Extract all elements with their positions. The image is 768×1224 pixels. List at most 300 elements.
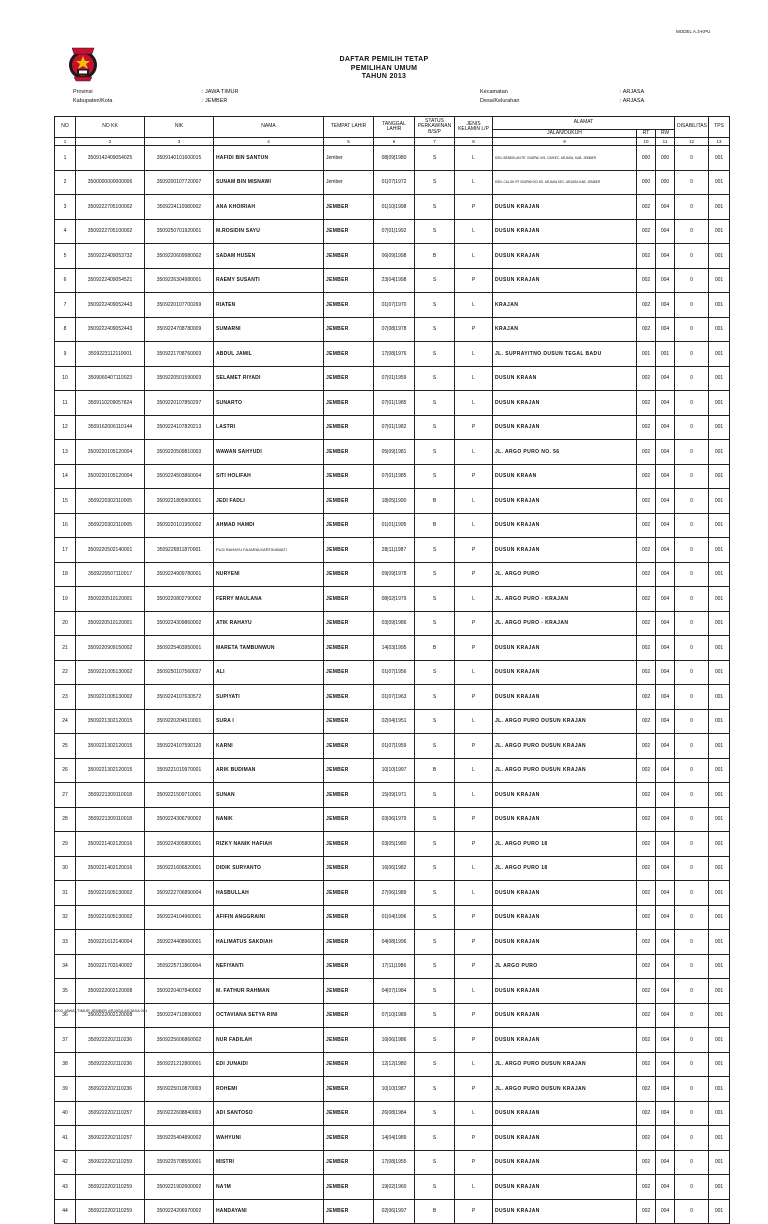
- header-rt: RT: [637, 130, 656, 138]
- cell-tanggal-lahir: 26|08|1984: [374, 1101, 415, 1126]
- cell-no: 17: [55, 538, 76, 563]
- cell-nama: AFIFIN ANGGRAINI: [214, 905, 324, 930]
- region-values-right: [620, 88, 644, 105]
- cell-rt: 002: [637, 268, 656, 293]
- cell-jalan: DUSUN KRAJAN: [493, 979, 637, 1004]
- cell-tanggal-lahir: 28|11|1987: [374, 538, 415, 563]
- cell-jenis-kelamin: P: [455, 685, 493, 710]
- cell-rw: 004: [656, 1101, 675, 1126]
- cell-jalan: JL. ARGO PURO DUSUN KRAJAN: [493, 758, 637, 783]
- cell-jalan: DUSUN KRAJAN: [493, 685, 637, 710]
- table-row: [55, 783, 730, 808]
- cell-no: 27: [55, 783, 76, 808]
- cell-disabilitas: 0: [675, 587, 709, 612]
- cell-rt: 002: [637, 905, 656, 930]
- cell-nik: 3509225708550001: [145, 1150, 214, 1175]
- cell-rw: 004: [656, 1150, 675, 1175]
- cell-jalan: JL. ARGO PURO NO. 56: [493, 440, 637, 465]
- cell-rt: 002: [637, 979, 656, 1004]
- cell-tanggal-lahir: 03|06|1979: [374, 807, 415, 832]
- cell-rw: 004: [656, 538, 675, 563]
- table-row: [55, 1077, 730, 1102]
- cell-tempat-lahir: JEMBER: [324, 709, 374, 734]
- table-row: [55, 146, 730, 171]
- cell-no: 38: [55, 1052, 76, 1077]
- cell-rw: 004: [656, 440, 675, 465]
- cell-jenis-kelamin: L: [455, 146, 493, 171]
- voter-rows: [55, 146, 730, 1224]
- cell-rt: 002: [637, 587, 656, 612]
- cell-no: 42: [55, 1150, 76, 1175]
- cell-no: 30: [55, 856, 76, 881]
- cell-jalan: DUSUN KRAJAN: [493, 219, 637, 244]
- cell-disabilitas: 0: [675, 195, 709, 220]
- table-row: [55, 905, 730, 930]
- cell-jenis-kelamin: P: [455, 611, 493, 636]
- cell-tempat-lahir: JEMBER: [324, 954, 374, 979]
- cell-tps: 001: [709, 1126, 730, 1151]
- cell-tps: 001: [709, 611, 730, 636]
- table-row: [55, 758, 730, 783]
- cell-disabilitas: 0: [675, 709, 709, 734]
- cell-tempat-lahir: Jember: [324, 146, 374, 171]
- cell-tps: 001: [709, 881, 730, 906]
- cell-no-kk: 3509220909150002: [76, 636, 145, 661]
- cell-tanggal-lahir: 07|01|1982: [374, 415, 415, 440]
- cell-disabilitas: 0: [675, 734, 709, 759]
- cell-status: S: [415, 1003, 455, 1028]
- cell-status: S: [415, 268, 455, 293]
- cell-disabilitas: 0: [675, 979, 709, 1004]
- cell-jenis-kelamin: L: [455, 856, 493, 881]
- cell-status: B: [415, 1199, 455, 1224]
- cell-rt: 002: [637, 440, 656, 465]
- cell-tps: 001: [709, 1199, 730, 1224]
- cell-no: 33: [55, 930, 76, 955]
- cell-rt: 002: [637, 244, 656, 269]
- cell-nama: ROHEMI: [214, 1077, 324, 1102]
- cell-no: 3: [55, 195, 76, 220]
- cell-status: S: [415, 195, 455, 220]
- table-row: [55, 930, 730, 955]
- cell-tempat-lahir: JEMBER: [324, 1003, 374, 1028]
- cell-tempat-lahir: JEMBER: [324, 440, 374, 465]
- cell-jenis-kelamin: L: [455, 979, 493, 1004]
- cell-no-kk: 3509220507110017: [76, 562, 145, 587]
- cell-tps: 001: [709, 513, 730, 538]
- cell-tanggal-lahir: 18|05|1990: [374, 489, 415, 514]
- table-row: [55, 391, 730, 416]
- cell-disabilitas: 0: [675, 146, 709, 171]
- cell-jenis-kelamin: P: [455, 1077, 493, 1102]
- cell-jenis-kelamin: L: [455, 783, 493, 808]
- cell-no: 4: [55, 219, 76, 244]
- cell-tps: 001: [709, 1028, 730, 1053]
- cell-disabilitas: 0: [675, 293, 709, 318]
- cell-rt: 002: [637, 562, 656, 587]
- cell-tps: 001: [709, 660, 730, 685]
- cell-disabilitas: 0: [675, 611, 709, 636]
- table-row: [55, 1126, 730, 1151]
- cell-jalan: DUSUN KRAJAN: [493, 268, 637, 293]
- cell-tanggal-lahir: 17|08|1976: [374, 342, 415, 367]
- cell-tanggal-lahir: 03|05|1980: [374, 832, 415, 857]
- table-row: [55, 636, 730, 661]
- cell-disabilitas: 0: [675, 464, 709, 489]
- cell-no: 10: [55, 366, 76, 391]
- cell-rw: 004: [656, 807, 675, 832]
- cell-no: 24: [55, 709, 76, 734]
- cell-rw: 004: [656, 660, 675, 685]
- cell-nik: 3509225010870003: [145, 1077, 214, 1102]
- cell-no: 12: [55, 415, 76, 440]
- cell-jenis-kelamin: P: [455, 905, 493, 930]
- cell-no-kk: 3509220105120004: [76, 464, 145, 489]
- cell-rw: 004: [656, 611, 675, 636]
- cell-rt: 002: [637, 219, 656, 244]
- table-row: [55, 415, 730, 440]
- cell-jalan: JL. ARGO PURO DUSUN KRAJAN: [493, 734, 637, 759]
- footer-code: 6203 JAWA_TIMUR JEMBER ARJASA ARJASA 001: [54, 1008, 148, 1013]
- cell-nama: LASTRI: [214, 415, 324, 440]
- cell-nama: FERRY MAULANA: [214, 587, 324, 612]
- table-row: [55, 807, 730, 832]
- cell-status: S: [415, 611, 455, 636]
- cell-rw: 004: [656, 636, 675, 661]
- cell-tanggal-lahir: 12|12|1980: [374, 1052, 415, 1077]
- cell-no-kk: 3509222202110257: [76, 1101, 145, 1126]
- cell-status: S: [415, 538, 455, 563]
- cell-nik: 3509224408960001: [145, 930, 214, 955]
- cell-rt: 002: [637, 930, 656, 955]
- cell-tempat-lahir: JEMBER: [324, 513, 374, 538]
- cell-nik: 3509224110980002: [145, 195, 214, 220]
- cell-tempat-lahir: JEMBER: [324, 685, 374, 710]
- cell-jenis-kelamin: L: [455, 244, 493, 269]
- cell-nik: 3509221606820001: [145, 856, 214, 881]
- cell-nama: HALIMATUS SAKDIAH: [214, 930, 324, 955]
- cell-no-kk: 3509222202110257: [76, 1126, 145, 1151]
- cell-disabilitas: 0: [675, 268, 709, 293]
- table-row: [55, 611, 730, 636]
- cell-no-kk: 3509221309110018: [76, 783, 145, 808]
- cell-tps: 001: [709, 538, 730, 563]
- cell-tanggal-lahir: 01|04|1996: [374, 905, 415, 930]
- cell-rw: 004: [656, 391, 675, 416]
- cell-rw: 004: [656, 1126, 675, 1151]
- cell-tps: 001: [709, 709, 730, 734]
- cell-tempat-lahir: JEMBER: [324, 489, 374, 514]
- cell-tempat-lahir: Jember: [324, 170, 374, 195]
- cell-nik: 3509225606860002: [145, 1028, 214, 1053]
- cell-jalan: DUSUN KRAAN: [493, 366, 637, 391]
- cell-nama: MISTRI: [214, 1150, 324, 1175]
- cell-no: 19: [55, 587, 76, 612]
- cell-status: S: [415, 1175, 455, 1200]
- table-row: [55, 734, 730, 759]
- cell-tps: 001: [709, 783, 730, 808]
- cell-rw: 001: [656, 342, 675, 367]
- cell-jenis-kelamin: P: [455, 562, 493, 587]
- header-tanggal-lahir: TANGGAL LAHIR: [374, 117, 415, 138]
- cell-disabilitas: 0: [675, 538, 709, 563]
- cell-jenis-kelamin: P: [455, 636, 493, 661]
- cell-nik: 3509220509810003: [145, 440, 214, 465]
- cell-no-kk: 3509222409052443: [76, 317, 145, 342]
- cell-tempat-lahir: JEMBER: [324, 1126, 374, 1151]
- cell-tps: 001: [709, 1003, 730, 1028]
- cell-rt: 002: [637, 513, 656, 538]
- cell-nama: M.ROSIDIN SAYU: [214, 219, 324, 244]
- column-number: 12: [675, 138, 709, 146]
- cell-rw: 004: [656, 1052, 675, 1077]
- cell-jenis-kelamin: P: [455, 930, 493, 955]
- cell-rw: 004: [656, 881, 675, 906]
- cell-disabilitas: 0: [675, 1126, 709, 1151]
- cell-jalan: DUSUN KRAAN: [493, 464, 637, 489]
- cell-jenis-kelamin: L: [455, 489, 493, 514]
- cell-jalan: DUSUN KRAJAN: [493, 244, 637, 269]
- cell-rt: 002: [637, 538, 656, 563]
- cell-no: 14: [55, 464, 76, 489]
- cell-nama: RAEMY SUSANTI: [214, 268, 324, 293]
- cell-rw: 004: [656, 1175, 675, 1200]
- cell-tanggal-lahir: 09|09|1978: [374, 562, 415, 587]
- cell-rw: 004: [656, 832, 675, 857]
- cell-no-kk: 3509222002120008: [76, 979, 145, 1004]
- cell-no-kk: 3509220105120004: [76, 440, 145, 465]
- cell-no-kk: 3509221612140004: [76, 930, 145, 955]
- cell-status: S: [415, 464, 455, 489]
- cell-no-kk: 3509221402120016: [76, 856, 145, 881]
- cell-tps: 001: [709, 856, 730, 881]
- cell-nama: ANA KHOIRIAH: [214, 195, 324, 220]
- table-row: [55, 440, 730, 465]
- cell-tps: 001: [709, 930, 730, 955]
- cell-jenis-kelamin: L: [455, 342, 493, 367]
- cell-status: B: [415, 758, 455, 783]
- cell-jalan: JL. ARGO PURO 18: [493, 856, 637, 881]
- column-number: 2: [76, 138, 145, 146]
- cell-rw: 004: [656, 954, 675, 979]
- desa-value: : ARJASA: [620, 97, 645, 104]
- cell-nama: NA'IM: [214, 1175, 324, 1200]
- cell-rw: 004: [656, 930, 675, 955]
- cell-nik: 3509224909780001: [145, 562, 214, 587]
- cell-status: S: [415, 170, 455, 195]
- cell-status: S: [415, 1150, 455, 1175]
- cell-no: 2: [55, 170, 76, 195]
- cell-jalan: DSN. BENDELAN RT. 003/RW. 001, DS/KEC. ARJASA, KAB. JEMBER: [493, 146, 637, 171]
- cell-rw: 004: [656, 1077, 675, 1102]
- cell-jalan: DUSUN KRAJAN: [493, 807, 637, 832]
- cell-rw: 000: [656, 170, 675, 195]
- cell-jenis-kelamin: L: [455, 660, 493, 685]
- cell-nik: 3509140101600015: [145, 146, 214, 171]
- kabupaten-value: : JEMBER: [202, 97, 228, 104]
- cell-tempat-lahir: JEMBER: [324, 538, 374, 563]
- cell-rt: 002: [637, 709, 656, 734]
- kpu-emblem-icon: [66, 44, 100, 84]
- cell-no: 21: [55, 636, 76, 661]
- cell-tanggal-lahir: 07|08|1978: [374, 317, 415, 342]
- cell-no-kk: 3509222202110236: [76, 1028, 145, 1053]
- cell-nik: 3509224107590120: [145, 734, 214, 759]
- cell-tempat-lahir: JEMBER: [324, 636, 374, 661]
- header-alamat: ALAMAT: [493, 117, 675, 130]
- cell-no-kk: 3509222002120008: [76, 1003, 145, 1028]
- cell-tanggal-lahir: 08|09|1980: [374, 146, 415, 171]
- cell-nik: 3509222608840003: [145, 1101, 214, 1126]
- cell-disabilitas: 0: [675, 342, 709, 367]
- cell-nama: ABDUL JAMIL: [214, 342, 324, 367]
- cell-nama: M. FATHUR RAHMAN: [214, 979, 324, 1004]
- cell-nama: SUNAN: [214, 783, 324, 808]
- cell-tanggal-lahir: 07|10|1989: [374, 1003, 415, 1028]
- cell-no-kk: 3509222409053732: [76, 244, 145, 269]
- cell-tanggal-lahir: 10|10|1987: [374, 1077, 415, 1102]
- cell-rt: 002: [637, 881, 656, 906]
- table-row: [55, 1101, 730, 1126]
- header-tempat-lahir: TEMPAT LAHIR: [324, 117, 374, 138]
- cell-no: 35: [55, 979, 76, 1004]
- cell-jalan: DUSUN KRAJAN: [493, 905, 637, 930]
- cell-nama: JEDI FADLI: [214, 489, 324, 514]
- cell-jenis-kelamin: P: [455, 195, 493, 220]
- cell-nama: SUNAM BIN MISNAWI: [214, 170, 324, 195]
- cell-no-kk: 3509221402120016: [76, 832, 145, 857]
- header-jalan-dukuh: JALAN/DUKUH: [493, 130, 637, 138]
- cell-jenis-kelamin: L: [455, 587, 493, 612]
- provinsi-value: : JAWA TIMUR: [202, 89, 239, 95]
- cell-tps: 001: [709, 219, 730, 244]
- cell-nama: MARETA TAMBUNWUN: [214, 636, 324, 661]
- table-row: [55, 587, 730, 612]
- cell-status: S: [415, 1101, 455, 1126]
- cell-jenis-kelamin: L: [455, 293, 493, 318]
- cell-jalan: DUSUN KRAJAN: [493, 538, 637, 563]
- cell-rt: 002: [637, 415, 656, 440]
- cell-status: S: [415, 219, 455, 244]
- cell-tps: 001: [709, 195, 730, 220]
- table-row: [55, 489, 730, 514]
- cell-disabilitas: 0: [675, 1150, 709, 1175]
- cell-rw: 004: [656, 317, 675, 342]
- cell-status: S: [415, 1126, 455, 1151]
- cell-tanggal-lahir: 07|01|1992: [374, 219, 415, 244]
- cell-tempat-lahir: JEMBER: [324, 783, 374, 808]
- cell-disabilitas: 0: [675, 881, 709, 906]
- cell-nama: DIDIK SURYANTO: [214, 856, 324, 881]
- table-row: [55, 856, 730, 881]
- cell-jalan: DUSUN KRAJAN: [493, 489, 637, 514]
- cell-no-kk: 3509222409052443: [76, 293, 145, 318]
- cell-disabilitas: 0: [675, 489, 709, 514]
- cell-status: S: [415, 807, 455, 832]
- cell-tanggal-lahir: 14|04|1989: [374, 1126, 415, 1151]
- table-row: [55, 709, 730, 734]
- header-status-perkawinan: STATUS PERKAWINAN B/S/P: [415, 117, 455, 138]
- cell-nik: 3509221805900001: [145, 489, 214, 514]
- cell-nama: SADAM HUSEN: [214, 244, 324, 269]
- column-number: 5: [324, 138, 374, 146]
- cell-disabilitas: 0: [675, 415, 709, 440]
- cell-status: B: [415, 244, 455, 269]
- cell-tps: 001: [709, 415, 730, 440]
- cell-tanggal-lahir: 02|06|1997: [374, 1199, 415, 1224]
- cell-tempat-lahir: JEMBER: [324, 244, 374, 269]
- cell-jenis-kelamin: L: [455, 391, 493, 416]
- cell-tps: 001: [709, 1175, 730, 1200]
- cell-tps: 001: [709, 758, 730, 783]
- column-number: 4: [214, 138, 324, 146]
- cell-rt: 002: [637, 293, 656, 318]
- cell-rt: 002: [637, 611, 656, 636]
- cell-tanggal-lahir: 07|01|1985: [374, 391, 415, 416]
- cell-status: S: [415, 954, 455, 979]
- cell-disabilitas: 0: [675, 783, 709, 808]
- cell-no-kk: 3509221302120015: [76, 709, 145, 734]
- title-line: DAFTAR PEMILIH TETAP: [339, 56, 429, 63]
- cell-rt: 002: [637, 1175, 656, 1200]
- cell-no-kk: 3509222705100002: [76, 195, 145, 220]
- cell-jalan: JL. ARGO PURO DUSUN KRAJAN: [493, 1052, 637, 1077]
- cell-nik: 3509224206970002: [145, 1199, 214, 1224]
- cell-no: 18: [55, 562, 76, 587]
- cell-jenis-kelamin: P: [455, 415, 493, 440]
- cell-jalan: JL ARGO PURO: [493, 954, 637, 979]
- column-number: 9: [493, 138, 637, 146]
- cell-no-kk: 3509222202110259: [76, 1150, 145, 1175]
- cell-rw: 004: [656, 219, 675, 244]
- cell-rw: 004: [656, 783, 675, 808]
- cell-jenis-kelamin: L: [455, 758, 493, 783]
- cell-jalan: JL. SUPRAYITNO DUSUN TEGAL BADU: [493, 342, 637, 367]
- cell-tanggal-lahir: 01|07|1963: [374, 685, 415, 710]
- cell-status: S: [415, 440, 455, 465]
- cell-tempat-lahir: JEMBER: [324, 415, 374, 440]
- cell-status: S: [415, 317, 455, 342]
- cell-rt: 002: [637, 783, 656, 808]
- cell-jenis-kelamin: P: [455, 734, 493, 759]
- cell-tanggal-lahir: 17|11|1986: [374, 954, 415, 979]
- cell-disabilitas: 0: [675, 366, 709, 391]
- cell-nik: 3509224104960001: [145, 905, 214, 930]
- cell-no: 8: [55, 317, 76, 342]
- cell-nama: EDI JUNAIDI: [214, 1052, 324, 1077]
- cell-tanggal-lahir: 04|08|1996: [374, 930, 415, 955]
- cell-rt: 002: [637, 636, 656, 661]
- cell-status: S: [415, 1077, 455, 1102]
- cell-tanggal-lahir: 08|02|1979: [374, 587, 415, 612]
- cell-nik: 3509225711860004: [145, 954, 214, 979]
- cell-tanggal-lahir: 14|03|1995: [374, 636, 415, 661]
- cell-no-kk: 3509222202110259: [76, 1175, 145, 1200]
- cell-disabilitas: 0: [675, 1175, 709, 1200]
- cell-no-kk: 3509222705100002: [76, 219, 145, 244]
- cell-jalan: KRAJAN: [493, 317, 637, 342]
- cell-rt: 002: [637, 1101, 656, 1126]
- table-row: [55, 538, 730, 563]
- cell-no-kk: 3509220302110005: [76, 513, 145, 538]
- cell-no-kk: 3509221302120015: [76, 758, 145, 783]
- cell-disabilitas: 0: [675, 244, 709, 269]
- header-tps: TPS: [709, 117, 730, 138]
- cell-rt: 000: [637, 146, 656, 171]
- cell-status: S: [415, 685, 455, 710]
- table-row: [55, 660, 730, 685]
- cell-nik: 3509220802790002: [145, 587, 214, 612]
